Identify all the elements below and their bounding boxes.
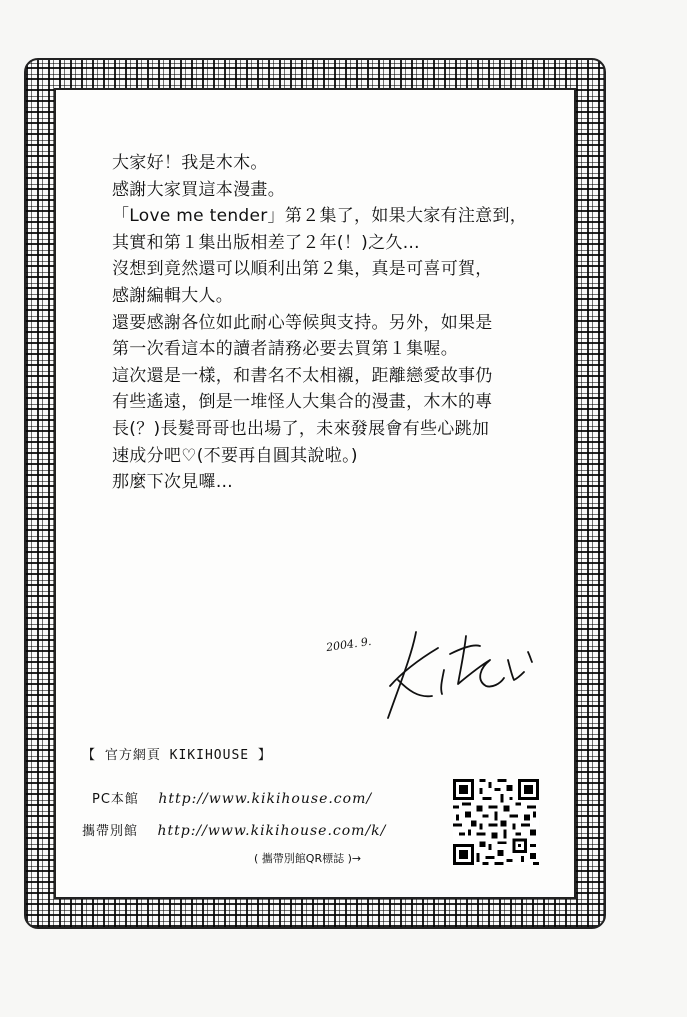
letter-line: 速成分吧♡(不要再自圓其說啦。) [112, 445, 358, 466]
letter-line: 有些遙遠，倒是一堆怪人大集合的漫畫，木木的專 [112, 392, 493, 413]
letter-line: 這次還是一樣，和書名不太相襯，距離戀愛故事仍 [112, 365, 493, 386]
letter-line: 「Love me tender」第２集了，如果大家有注意到， [112, 206, 528, 227]
official-site-block [82, 744, 272, 763]
letter-line: 第一次看這本的讀者請務必要去買第１集喔。 [112, 339, 458, 360]
pc-site-label: PC本館 [92, 792, 139, 807]
mobile-site-label: 攜帶別館 [82, 824, 139, 839]
letter-line: 大家好！我是木木。 [112, 153, 268, 173]
letter-line: 長(？)長髮哥哥也出場了，未來發展會有些心跳加 [112, 418, 490, 439]
mobile-site-row [82, 820, 386, 839]
handwritten-signature [380, 624, 550, 724]
letter-line: 其實和第１集出版相差了２年(！)之久… [112, 232, 420, 253]
pc-site-row [92, 788, 372, 807]
letter-line: 那麼下次見囉… [112, 472, 234, 493]
letter-line: 還要感謝各位如此耐心等候與支持。另外，如果是 [112, 312, 493, 333]
letter-line: 沒想到竟然還可以順利出第２集，真是可喜可賀， [112, 259, 493, 280]
letter-line: 感謝編輯大人。 [112, 285, 234, 306]
pc-site-url[interactable]: http://www.kikihouse.com/ [158, 791, 373, 807]
mobile-site-url[interactable]: http://www.kikihouse.com/k/ [157, 823, 387, 839]
author-letter [112, 150, 552, 496]
qr-note: ( 攜帶別館QR標誌 )→ [254, 852, 362, 865]
letter-line: 感謝大家買這本漫畫。 [112, 179, 285, 200]
signature-date: 2004. 9. [325, 634, 373, 655]
site-heading: 【 官方網頁 KIKIHOUSE 】 [82, 748, 272, 763]
qr-code-icon[interactable] [452, 779, 540, 865]
